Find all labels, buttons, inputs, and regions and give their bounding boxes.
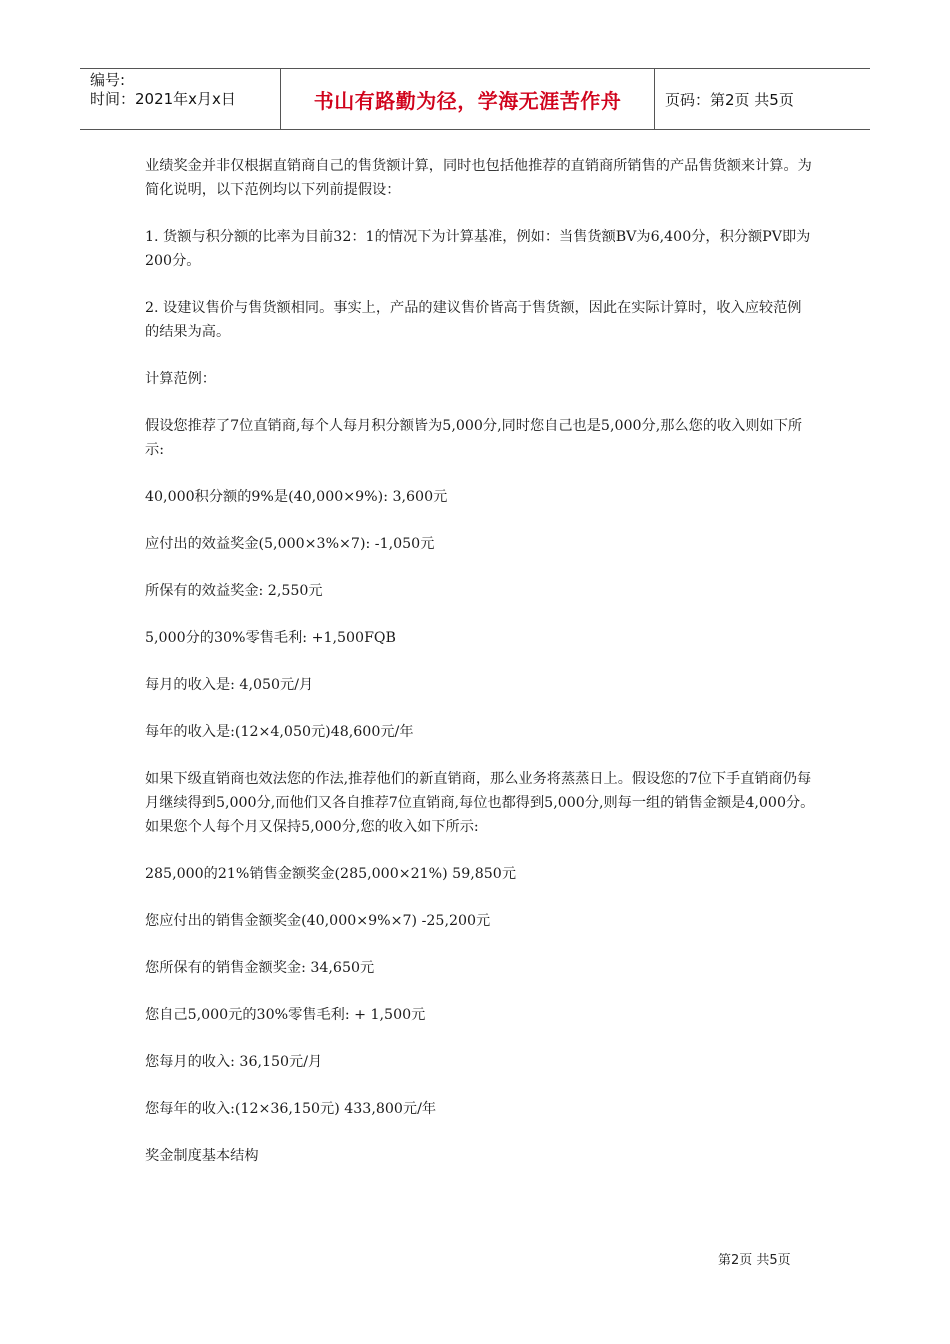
header-meta <box>80 69 281 129</box>
paragraph: 285,000的21%销售金额奖金(285,000×21%) 59,850元 <box>145 866 517 882</box>
paragraph: 您应付出的销售金额奖金(40,000×9%×7) -25,200元 <box>145 913 491 929</box>
paragraph: 您每年的收入:(12×36,150元) 433,800元/年 <box>145 1101 437 1117</box>
paragraph: 每月的收入是: 4,050元/月 <box>145 677 314 693</box>
paragraph: 您所保有的销售金额奖金: 34,650元 <box>145 960 375 976</box>
paragraph: 假设您推荐了7位直销商,每个人每月积分额皆为5,000分,同时您自己也是5,000分,那么您的收入则如下所示: <box>145 418 803 458</box>
paragraph: 计算范例： <box>145 371 216 387</box>
code-label: 编号: <box>90 71 126 89</box>
header-motto: 书山有路勤为径，学海无涯苦作舟 <box>281 69 655 129</box>
time-label: 时间：2021年x月x日 <box>90 90 236 108</box>
paragraph: 业绩奖金并非仅根据直销商自己的售货额计算，同时也包括他推荐的直销商所销售的产品售货额来计算。为简化说明，以下范例均以下列前提假设： <box>145 158 812 198</box>
page-footer: 第2页 共5页 <box>718 1253 791 1268</box>
paragraph: 1. 货额与积分额的比率为目前32：1的情况下为计算基准，例如：当售货额BV为6,400分，积分额PV即为200分。 <box>145 229 811 269</box>
header-page-number: 页码：第2页 共5页 <box>665 90 794 109</box>
page-header <box>80 68 870 130</box>
paragraph: 每年的收入是:(12×4,050元)48,600元/年 <box>145 724 414 740</box>
paragraph: 奖金制度基本结构 <box>145 1148 259 1164</box>
paragraph: 5,000分的30%零售毛利: +1,500FQB <box>145 630 396 646</box>
paragraph: 应付出的效益奖金(5,000×3%×7): -1,050元 <box>145 536 435 552</box>
document-body <box>145 154 815 1191</box>
paragraph: 40,000积分额的9%是(40,000×9%): 3,600元 <box>145 489 448 505</box>
paragraph: 您每月的收入: 36,150元/月 <box>145 1054 323 1070</box>
paragraph: 您自己5,000元的30%零售毛利: + 1,500元 <box>145 1007 426 1023</box>
paragraph: 2. 设建议售价与售货额相同。事实上，产品的建议售价皆高于售货额，因此在实际计算时，收入应较范例的结果为高。 <box>145 300 802 340</box>
paragraph: 所保有的效益奖金: 2,550元 <box>145 583 323 599</box>
paragraph: 如果下级直销商也效法您的作法,推荐他们的新直销商，那么业务将蒸蒸日上。假设您的7位下手直销商仍每月继续得到5,000分,而他们又各自推荐7位直销商,每位也都得到5,000分,则每一组的销售金额是4,000分。如果您个人每个月又保持5,000分,您的收入如下所示: <box>145 771 815 835</box>
